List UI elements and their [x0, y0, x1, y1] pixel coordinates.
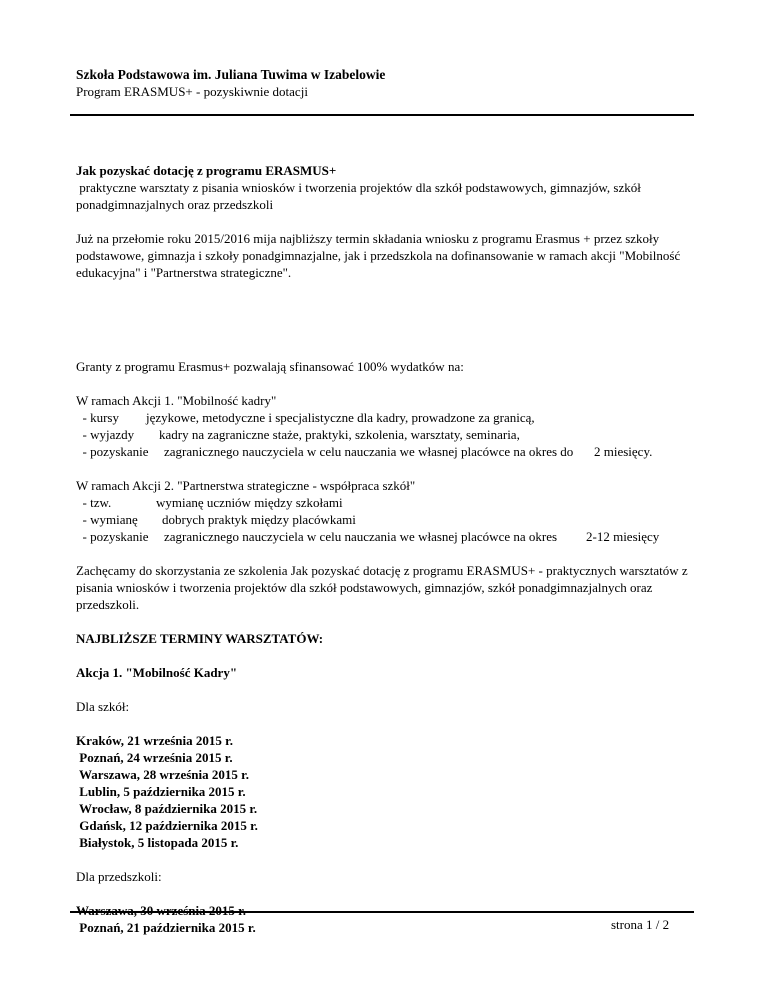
date-item: Gdańsk, 12 października 2015 r.	[76, 818, 258, 833]
list-item: - wyjazdy kadry na zagraniczne staże, praktyki, szkolenia, warsztaty, seminaria,	[76, 427, 520, 442]
terms-heading: NAJBLIŻSZE TERMINY WARSZTATÓW:	[76, 631, 324, 646]
date-item: Warszawa, 28 września 2015 r.	[76, 767, 249, 782]
list-item: - tzw. wymianę uczniów między szkołami	[76, 495, 343, 510]
date-item: Białystok, 5 listopada 2015 r.	[76, 835, 239, 850]
program-subtitle: Program ERASMUS+ - pozyskiwnie dotacji	[76, 84, 308, 99]
school-name: Szkoła Podstawowa im. Juliana Tuwima w Izabelowie	[76, 67, 386, 82]
date-item: Wrocław, 8 października 2015 r.	[76, 801, 258, 816]
date-item: Kraków, 21 września 2015 r.	[76, 733, 233, 748]
paragraph-line: podstawowe, gimnazja i szkoły ponadgimnazjalne, jak i przedszkola na dofinansowanie w ramach akcji "Mobilność	[76, 248, 681, 263]
preschool-label: Dla przedszkoli:	[76, 869, 162, 884]
footer-divider	[70, 911, 694, 913]
akcja1-title: Akcja 1. "Mobilność Kadry"	[76, 665, 238, 680]
intro-title: Jak pozyskać dotację z programu ERASMUS+	[76, 163, 337, 178]
akcja2-heading: W ramach Akcji 2. "Partnerstwa strategiczne - współpraca szkół"	[76, 478, 416, 493]
page-number: strona 1 / 2	[611, 917, 670, 932]
header-divider	[70, 114, 694, 116]
paragraph-line: przedszkoli.	[76, 597, 140, 612]
date-item: Poznań, 24 września 2015 r.	[76, 750, 233, 765]
date-item: Lublin, 5 października 2015 r.	[76, 784, 246, 799]
paragraph-line: edukacyjna" i "Partnerstwa strategiczne".	[76, 265, 292, 280]
date-item: Poznań, 21 października 2015 r.	[76, 920, 256, 935]
list-item: - pozyskanie zagranicznego nauczyciela w celu nauczania we własnej placówce na okres do 2 miesięcy.	[76, 444, 653, 459]
paragraph-line: Już na przełomie roku 2015/2016 mija najbliższy termin składania wniosku z programu Erasmus + przez szkoły	[76, 231, 660, 246]
date-item: Warszawa, 30 września 2015 r.	[76, 903, 246, 918]
paragraph-line: pisania wniosków i tworzenia projektów dla szkół podstawowych, gimnazjów, szkół ponadgimnazjalnych oraz	[76, 580, 653, 595]
schools-label: Dla szkół:	[76, 699, 130, 714]
list-item: - pozyskanie zagranicznego nauczyciela w celu nauczania we własnej placówce na okres 2-12 miesięcy	[76, 529, 660, 544]
document-header	[76, 66, 696, 100]
intro-subtitle-line: praktyczne warsztaty z pisania wniosków i tworzenia projektów dla szkół podstawowych, gimnazjów, szkół	[76, 180, 641, 195]
intro-subtitle-line: ponadgimnazjalnych oraz przedszkoli	[76, 197, 274, 212]
document-body	[76, 162, 696, 936]
list-item: - kursy językowe, metodyczne i specjalistyczne dla kadry, prowadzone za granicą,	[76, 410, 535, 425]
list-item: - wymianę dobrych praktyk między placówkami	[76, 512, 356, 527]
paragraph-line: Zachęcamy do skorzystania ze szkolenia Jak pozyskać dotację z programu ERASMUS+ - praktycznych warsztatów z	[76, 563, 688, 578]
akcja1-heading: W ramach Akcji 1. "Mobilność kadry"	[76, 393, 277, 408]
grants-intro: Granty z programu Erasmus+ pozwalają sfinansować 100% wydatków na:	[76, 359, 464, 374]
